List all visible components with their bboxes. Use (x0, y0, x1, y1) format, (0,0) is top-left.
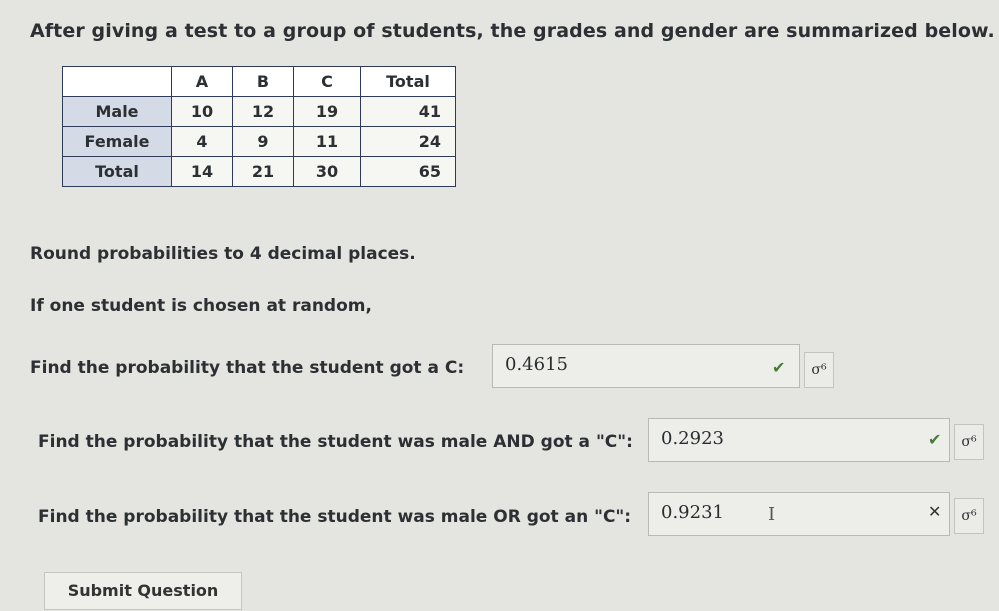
table-cell: 12 (233, 97, 294, 127)
question-2-text: Find the probability that the student was male AND got a "C": (38, 432, 633, 452)
table-header-total: Total (361, 67, 456, 97)
submit-question-button[interactable]: Submit Question (44, 572, 242, 610)
row-label-male: Male (63, 97, 172, 127)
check-icon: ✔ (928, 430, 942, 449)
table-cell: 30 (294, 157, 361, 187)
check-icon: ✔ (772, 358, 786, 377)
math-keyboard-icon[interactable]: σ⁶ (954, 424, 984, 460)
table-header-a: A (172, 67, 233, 97)
answer-input-3[interactable]: 0.9231 (648, 492, 950, 536)
question-3-text: Find the probability that the student was male OR got an "C": (38, 507, 632, 527)
table-cell: 14 (172, 157, 233, 187)
selection-instruction: If one student is chosen at random, (30, 296, 372, 316)
table-cell: 11 (294, 127, 361, 157)
table-header-c: C (294, 67, 361, 97)
row-label-female: Female (63, 127, 172, 157)
x-mark-icon: ✕ (928, 502, 942, 521)
question-1-text: Find the probability that the student got a C: (30, 358, 465, 378)
table-cell: 10 (172, 97, 233, 127)
table-row (63, 157, 456, 187)
table-cell: 9 (233, 127, 294, 157)
table-cell: 41 (361, 97, 456, 127)
table-row (63, 127, 456, 157)
row-label-total: Total (63, 157, 172, 187)
table-cell: 19 (294, 97, 361, 127)
math-keyboard-icon[interactable]: σ⁶ (954, 498, 984, 534)
answer-input-2[interactable]: 0.2923 (648, 418, 950, 462)
table-cell: 21 (233, 157, 294, 187)
table-corner-cell (63, 67, 172, 97)
math-keyboard-icon[interactable]: σ⁶ (804, 352, 834, 388)
rounding-instruction: Round probabilities to 4 decimal places. (30, 244, 416, 264)
table-row (63, 97, 456, 127)
text-cursor-icon: I (768, 504, 776, 525)
answer-input-1[interactable]: 0.4615 (492, 344, 800, 388)
problem-intro: After giving a test to a group of students, the grades and gender are summarized below. (30, 20, 995, 42)
table-cell: 24 (361, 127, 456, 157)
table-cell: 4 (172, 127, 233, 157)
grades-gender-table (62, 66, 456, 187)
table-cell: 65 (361, 157, 456, 187)
table-header-row (63, 67, 456, 97)
table-header-b: B (233, 67, 294, 97)
